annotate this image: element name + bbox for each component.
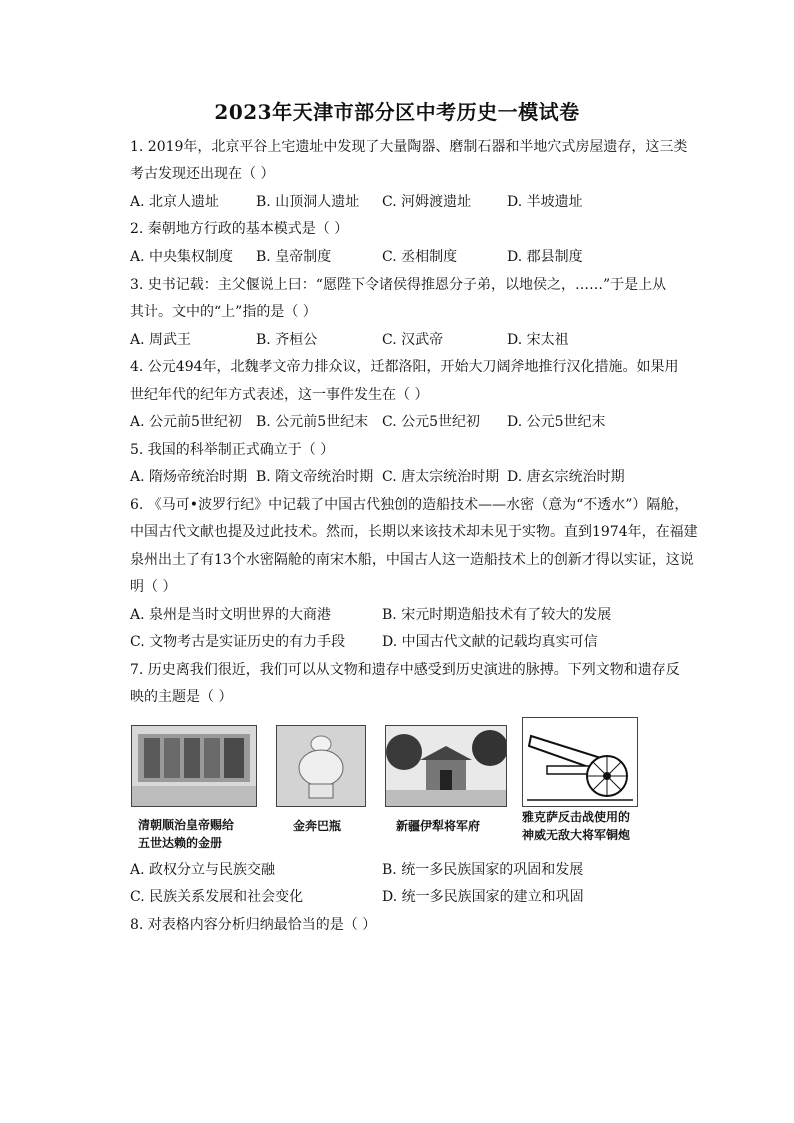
q3-stem-line-2: 其计。文中的“上”指的是（ ） bbox=[130, 304, 317, 320]
q6-stem-line-4: 明（ ） bbox=[130, 579, 177, 595]
q7-option-a: A. 政权分立与民族交融 bbox=[130, 862, 276, 878]
q1-option-b: B. 山顶洞人遗址 bbox=[256, 194, 360, 210]
q7-stem-line-2: 映的主题是（ ） bbox=[130, 689, 233, 705]
q3-option-a: A. 周武王 bbox=[130, 332, 192, 348]
q2-stem-line-1: 2. 秦朝地方行政的基本模式是（ ） bbox=[130, 221, 349, 237]
q4-option-c: C. 公元5世纪初 bbox=[382, 414, 481, 430]
q7-option-d: D. 统一多民族国家的建立和巩固 bbox=[382, 889, 584, 905]
q6-option-b: B. 宋元时期造船技术有了较大的发展 bbox=[382, 607, 612, 623]
q6-option-d: D. 中国古代文献的记载均真实可信 bbox=[382, 634, 598, 650]
q6-option-a: A. 泉州是当时文明世界的大商港 bbox=[130, 607, 332, 623]
q4-option-b: B. 公元前5世纪末 bbox=[256, 414, 369, 430]
q6-stem-line-2: 中国古代文献也提及过此技术。然而，长期以来该技术却未见于实物。直到1974年，在福建 bbox=[130, 524, 698, 540]
figure-4-caption-line-1: 雅克萨反击战使用的 bbox=[522, 810, 631, 824]
q5-stem-line-1: 5. 我国的科举制正式确立于（ ） bbox=[130, 442, 335, 458]
q2-option-c: C. 丞相制度 bbox=[382, 249, 458, 265]
q3-option-d: D. 宋太祖 bbox=[507, 332, 569, 348]
figure-4-caption-line-2: 神威无敌大将军铜炮 bbox=[522, 828, 631, 842]
figure-1-caption-line-1: 清朝顺治皇帝赐给 bbox=[138, 818, 235, 832]
q1-option-d: D. 半坡遗址 bbox=[507, 194, 583, 210]
q2-option-a: A. 中央集权制度 bbox=[130, 249, 234, 265]
q6-option-c: C. 文物考古是实证历史的有力手段 bbox=[130, 634, 346, 650]
q3-option-c: C. 汉武帝 bbox=[382, 332, 444, 348]
q1-stem-line-1: 1. 2019年，北京平谷上宅遗址中发现了大量陶器、磨制石器和半地穴式房屋遗存，这三类 bbox=[130, 139, 688, 155]
figure-2-caption: 金奔巴瓶 bbox=[293, 819, 342, 833]
q5-option-c: C. 唐太宗统治时期 bbox=[382, 469, 500, 485]
figure-3-caption: 新疆伊犁将军府 bbox=[396, 819, 481, 833]
exam-title: 2023年天津市部分区中考历史一模试卷 bbox=[214, 100, 580, 124]
q4-option-d: D. 公元5世纪末 bbox=[507, 414, 606, 430]
q6-stem-line-3: 泉州出土了有13个水密隔舱的南宋木船，中国古人这一造船技术上的创新才得以实证，这说 bbox=[130, 552, 694, 568]
q2-option-d: D. 郡县制度 bbox=[507, 249, 583, 265]
q7-stem-line-1: 7. 历史离我们很近，我们可以从文物和遗存中感受到历史演进的脉搏。下列文物和遗存反 bbox=[130, 662, 680, 678]
q8-stem-line-1: 8. 对表格内容分析归纳最恰当的是（ ） bbox=[130, 917, 377, 933]
q5-option-d: D. 唐玄宗统治时期 bbox=[507, 469, 625, 485]
q1-stem-line-2: 考古发现还出现在（ ） bbox=[130, 166, 275, 182]
q6-stem-line-1: 6. 《马可•波罗行纪》中记载了中国古代独创的造船技术——水密（意为“不透水”）隔舱， bbox=[130, 497, 689, 513]
golden-urn-photo bbox=[276, 725, 366, 807]
q3-stem-line-1: 3. 史书记载：主父偃说上曰：“愿陛下令诸侯得推恩分子弟，以地侯之，……”于是上从 bbox=[130, 277, 667, 293]
ili-general-mansion-photo bbox=[385, 725, 507, 807]
figure-1-caption-line-2: 五世达赖的金册 bbox=[138, 836, 223, 850]
q4-stem-line-2: 世纪年代的纪年方式表述，这一事件发生在（ ） bbox=[130, 387, 429, 403]
q7-option-c: C. 民族关系发展和社会变化 bbox=[130, 889, 304, 905]
q3-option-b: B. 齐桓公 bbox=[256, 332, 318, 348]
q1-option-c: C. 河姆渡遗址 bbox=[382, 194, 472, 210]
q5-option-a: A. 隋炀帝统治时期 bbox=[130, 469, 248, 485]
q4-stem-line-1: 4. 公元494年，北魏孝文帝力排众议，迁都洛阳，开始大刀阔斧地推行汉化措施。如果用 bbox=[130, 359, 679, 375]
q7-option-b: B. 统一多民族国家的巩固和发展 bbox=[382, 862, 584, 878]
q4-option-a: A. 公元前5世纪初 bbox=[130, 414, 242, 430]
cannon-drawing bbox=[522, 717, 638, 807]
q1-option-a: A. 北京人遗址 bbox=[130, 194, 220, 210]
q2-option-b: B. 皇帝制度 bbox=[256, 249, 332, 265]
q5-option-b: B. 隋文帝统治时期 bbox=[256, 469, 374, 485]
gold-book-photo bbox=[131, 725, 257, 807]
